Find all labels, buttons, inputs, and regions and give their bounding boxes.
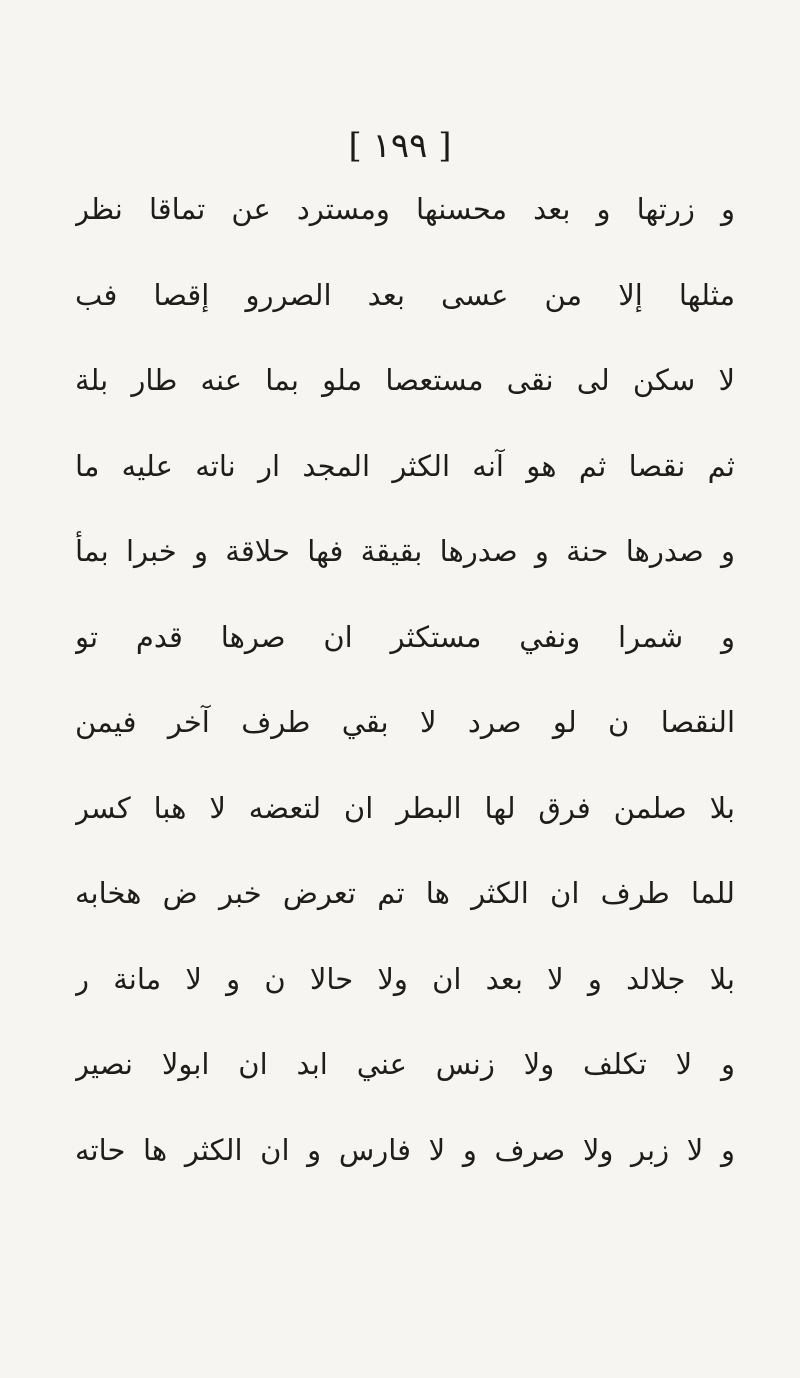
text-line: النقصا ن لو صرد لا بقي طرف آخر فيمن	[75, 705, 735, 739]
text-line: و لا زبر ولا صرف و لا فارس و ان الكثر ها حاته	[75, 1132, 735, 1167]
text-line: بلا جلالد و لا بعد ان ولا حالا ن و لا مانة ر	[75, 961, 735, 996]
text-line: للما طرف ان الكثر ها تم تعرض خبر ض هخابه	[75, 876, 735, 910]
text-line: لا سكن لى نقى مستعصا ملو بما عنه طار بلة	[75, 363, 735, 397]
arabic-text-block	[75, 180, 735, 1206]
text-line: ثم نقصا ثم هو آنه الكثر المجد ار ناته عليه ما	[75, 448, 735, 483]
page-number: [ ١٩٩ ]	[348, 126, 452, 166]
text-line: مثلها إلا من عسى بعد الصررو إقصا فب	[75, 277, 735, 312]
text-line: و شمرا ونفي مستكثر ان صرها قدم تو	[75, 619, 735, 654]
text-line: و لا تكلف ولا زنس عني ابد ان ابولا نصير	[75, 1047, 735, 1081]
text-line: و زرتها و بعد محسنها ومسترد عن تماقا نظر	[75, 192, 735, 226]
text-line: و صدرها حنة و صدرها بقيقة فها حلاقة و خبرا بمأ	[75, 534, 735, 568]
text-line: بلا صلمن فرق لها البطر ان لتعضه لا هبا كسر	[75, 790, 735, 825]
